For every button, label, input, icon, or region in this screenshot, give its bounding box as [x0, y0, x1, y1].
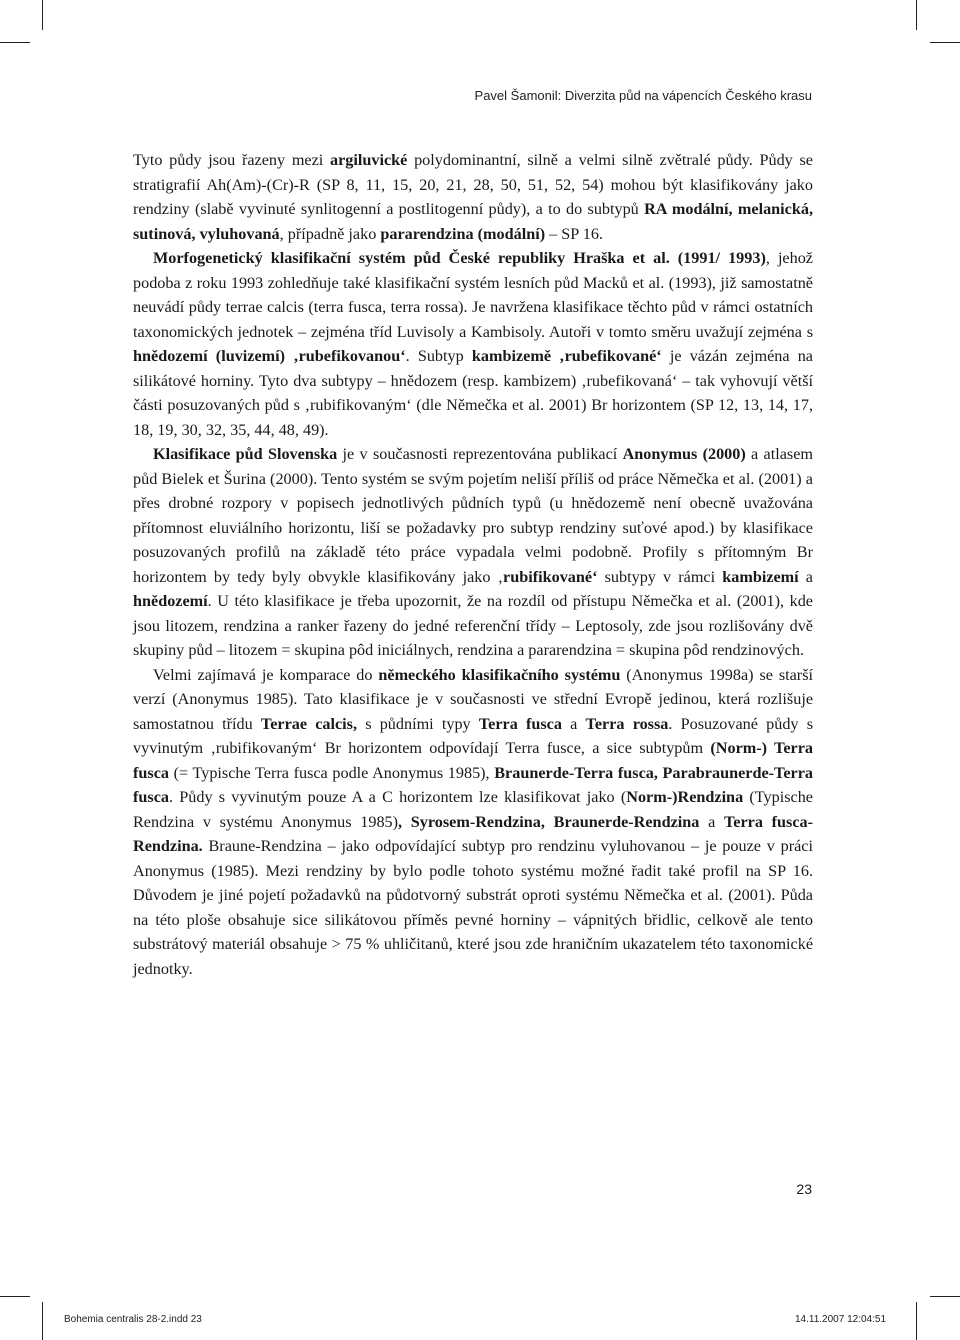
text-run: subtypy v rámci — [597, 567, 723, 586]
text-run: (Typische Rendzina v systému Anonymus 1985) — [133, 788, 813, 831]
text-run: a — [798, 567, 813, 586]
bold-run: rubifikované‘ — [503, 567, 598, 586]
text-run: je vázán zejména na silikátové horniny. Tyto dva subtypy – hnědozem (resp. kambizem) ‚rubefikovaná‘ – tak vyhovují větší části posuzovaných půd s ‚rubifikovaným‘ (dle Němečka et al. 2001) Br horizontem (SP 12, 13, 14, 17, 18, 19, 30, 32, 35, 44, 48, 49). — [133, 347, 813, 439]
text-run: (Anonymus 1998a) se starší verzí (Anonymus 1985). Tato klasifikace je v současnosti ve střední Evropě jedinou, která rozlišuje samostatnou třídu — [133, 665, 813, 733]
slug-filename: Bohemia centralis 28-2.indd 23 — [64, 1314, 202, 1325]
text-run: Velmi zajímavá je komparace do — [153, 665, 379, 684]
text-run: polydominantní, silně a velmi silně zvětralé půdy. Půdy se stratigrafií Ah(Am)-(Cr)-R (SP 8, 11, 15, 20, 21, 28, 50, 51, 52, 54) mohou být klasifikovány jako rendziny (slabě vyvinuté synlitogenní a postlitogenní půdy), a to do subtypů — [133, 151, 813, 218]
text-run: . Subtyp — [405, 347, 472, 365]
bold-run: hnědozemí (luvizemí) ‚rubefikovanou‘ — [133, 347, 406, 365]
crop-mark-top-right-h — [930, 42, 960, 43]
bold-run: kambizemě ‚rubefikované‘ — [471, 347, 662, 365]
body-text — [133, 148, 813, 981]
text-run: . Půdy s vyvinutým pouze A a C horizontem lze klasifikovat jako ( — [168, 788, 627, 806]
bold-run: (Norm-) Terra fusca — [133, 739, 814, 782]
text-run: s půdními typy — [357, 714, 479, 733]
text-run: (= Typische Terra fusca podle Anonymus 1985), — [168, 763, 495, 782]
paragraph-2 — [133, 246, 813, 442]
bold-run: Anonymus (2000) — [622, 445, 746, 463]
text-run: je v současnosti reprezentována publikací — [337, 445, 623, 463]
bold-run: Norm-)Rendzina — [626, 788, 744, 806]
bold-run: hnědozemí — [133, 592, 208, 610]
slug-timestamp: 14.11.2007 12:04:51 — [795, 1314, 887, 1325]
crop-mark-top-left-h — [0, 42, 30, 43]
crop-mark-bottom-right-h — [930, 1296, 960, 1297]
crop-mark-bottom-left-v — [42, 1302, 43, 1340]
paragraph-1 — [133, 148, 813, 246]
text-run: , jehož podoba z roku 1993 zohledňuje také klasifikační systém lesních půd Macků et al. (1993), již samostatně neuvádí půdy terrae calcis (terra fusca, terra rossa). Je navržena klasifikace těchto půd v rámci ostatních taxonomických jednotek – zejména tříd Luvisoly a Kambisoly. Autoři v tomto směru uvažují zejména s — [133, 249, 813, 341]
bold-run: kambizemí — [722, 567, 799, 586]
crop-mark-bottom-right-v — [916, 1302, 917, 1340]
text-run: a — [699, 812, 724, 831]
bold-run: Braunerde-Terra fusca, Parabraunerde-Terra fusca — [133, 763, 813, 806]
page-number: 23 — [796, 1181, 812, 1197]
crop-mark-top-right-v — [916, 0, 917, 30]
running-header: Pavel Šamonil: Diverzita půd na vápencích Českého krasu — [474, 88, 812, 103]
text-run: a — [561, 714, 586, 733]
crop-mark-bottom-left-h — [0, 1296, 30, 1297]
text-run: . U této klasifikace je třeba upozornit, že na rozdíl od přístupu Němečka et al. (2001), kde jsou litozem, rendzina a ranker řazeny do jedné referenční třídy – Leptosoly, zde jsou rozlišovány dvě skupiny půd – litozem = skupina pôd iniciálnych, rendzina a pararendzina = skupina pôd rendzinových. — [133, 592, 813, 659]
bold-run: Terra rossa — [585, 714, 669, 733]
paragraph-3 — [133, 442, 813, 663]
bold-run: argiluvické — [330, 151, 408, 169]
text-run: a atlasem půd Bielek et Šurina (2000). Tento systém se svým pojetím neliší příliš od práce Němečka et al. (2001) a přes drobné rozpory v popisech jednotlivých půdních typů (u hnědozemě není obecně uvažována přítomnost eluviálního horizontu, liší se požadavky pro subtyp rendziny suťové apod.) by klasifikace posuzovaných profilů na základě této práce vypadala velmi podobně. Profily s přítomným Br horizontem by tedy byly obvykle klasifikovány jako ‚ — [133, 445, 813, 586]
text-run: , případně jako — [279, 224, 381, 243]
bold-run: , Syrosem-Rendzina, Braunerde-Rendzina — [398, 812, 700, 831]
bold-run: Morfogenetický klasifikační systém půd České republiky Hraška et al. (1991/ 1993) — [153, 249, 766, 267]
text-run: Braune-Rendzina – jako odpovídající subtyp pro rendzinu vyluhovanou – je pouze v práci Anonymus (1985). Mezi rendziny by bylo podle tohoto systému možné řadit také profil na SP 16. Důvodem je jiné pojetí požadavků na půdotvorný substrát oproti systému Němečka et al. (2001). Půda na této ploše obsahuje sice silikátovou příměs pevné horniny – vápnitých břidlic, celkově ale tento substrátový materiál obsahuje > 75 % uhličitanů, které jsou zde hraničním ukazatelem této taxonomické jednotky. — [133, 837, 813, 978]
bold-run: Terra fusca-Rendzina. — [133, 812, 813, 855]
crop-mark-top-left-v — [42, 0, 43, 30]
bold-run: RA modální, melanická, sutinová, vyluhovaná — [133, 200, 813, 243]
bold-run: Klasifikace půd Slovenska — [153, 445, 338, 463]
text-run: . Posuzované půdy s vyvinutým ‚rubifikovaným‘ Br horizontem odpovídají Terra fusce, a sice subtypům — [133, 714, 813, 757]
paragraph-4 — [133, 663, 813, 982]
text-run: Tyto půdy jsou řazeny mezi — [133, 151, 331, 169]
bold-run: Terra fusca — [478, 714, 562, 733]
text-run: – SP 16. — [545, 224, 603, 243]
bold-run: německého klasifikačního systému — [378, 665, 621, 684]
bold-run: Terrae calcis, — [260, 714, 358, 733]
bold-run: pararendzina (modální) — [380, 224, 546, 243]
